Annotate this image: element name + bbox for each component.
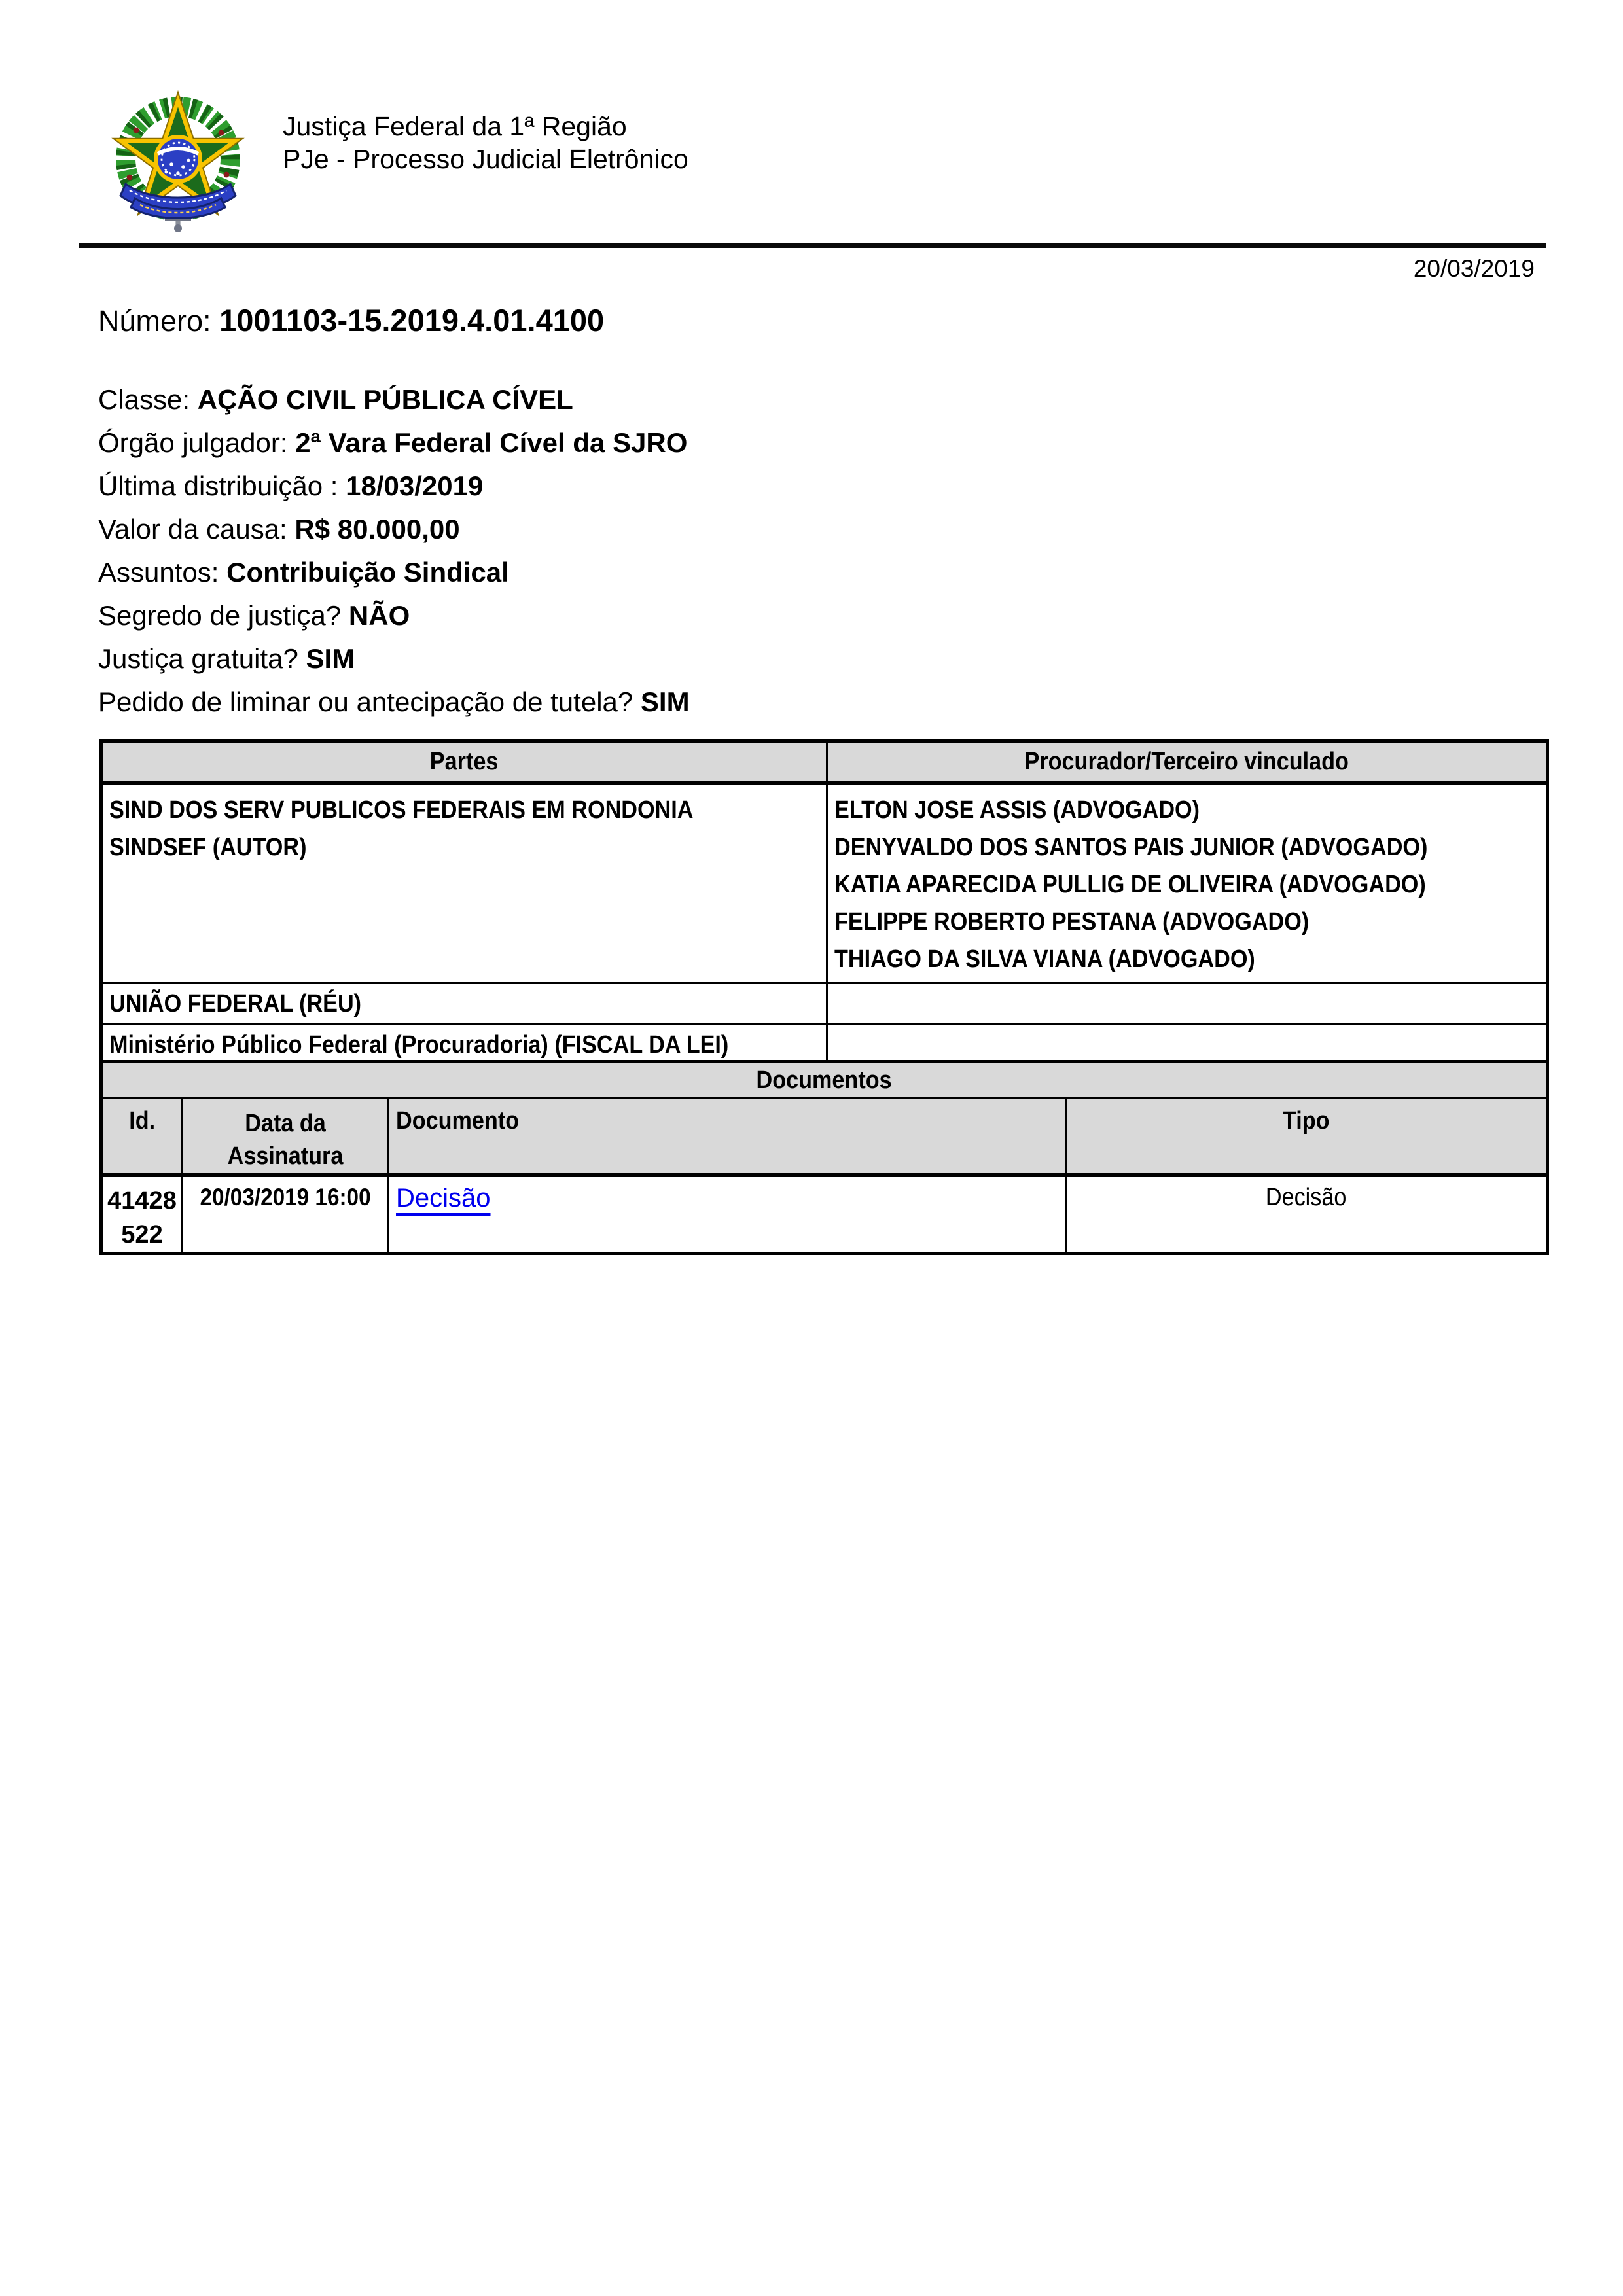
fiscal-name: Ministério Público Federal (Procuradoria) (FISCAL DA LEI) xyxy=(109,1031,729,1059)
advogado-name: KATIA APARECIDA PULLIG DE OLIVEIRA (ADVOGADO) xyxy=(834,871,1426,898)
detail-value: SIM xyxy=(306,643,355,674)
partes-column-header-label: Partes xyxy=(430,747,499,775)
advogado-name: ELTON JOSE ASSIS (ADVOGADO) xyxy=(834,796,1200,824)
detail-value: 2ª Vara Federal Cível da SJRO xyxy=(295,427,688,458)
advogado-name: THIAGO DA SILVA VIANA (ADVOGADO) xyxy=(834,945,1255,973)
detail-value: R$ 80.000,00 xyxy=(294,514,460,544)
detail-valor-causa xyxy=(98,508,690,551)
documento-column-header-label: Documento xyxy=(396,1107,520,1135)
documento-tipo-cell xyxy=(1066,1175,1548,1254)
detail-ultima-distribuicao xyxy=(98,465,690,508)
partes-row-reu xyxy=(101,983,1548,1025)
detail-label: Órgão julgador: xyxy=(98,427,296,458)
documentos-title-cell xyxy=(101,1062,1548,1099)
detail-label: Assuntos: xyxy=(98,557,227,588)
detail-label: Valor da causa: xyxy=(98,514,295,544)
header-divider xyxy=(79,243,1546,248)
documento-link-cell xyxy=(389,1175,1066,1254)
detail-label: Última distribuição : xyxy=(98,470,346,501)
case-number-line xyxy=(98,302,604,338)
documento-row xyxy=(101,1175,1548,1254)
detail-value: 18/03/2019 xyxy=(346,470,484,501)
detail-label: Justiça gratuita? xyxy=(98,643,306,674)
reu-name: UNIÃO FEDERAL (RÉU) xyxy=(109,989,362,1017)
detail-label: Segredo de justiça? xyxy=(98,600,349,631)
advogado-name: DENYVALDO DOS SANTOS PAIS JUNIOR (ADVOGADO) xyxy=(834,834,1428,861)
documento-link[interactable]: Decisão xyxy=(396,1184,491,1212)
autor-name-line1: SIND DOS SERV PUBLICOS FEDERAIS EM RONDONIA xyxy=(109,796,694,824)
documentos-table xyxy=(99,1060,1549,1255)
detail-value: AÇÃO CIVIL PÚBLICA CÍVEL xyxy=(197,384,573,415)
autor-name-line2: SINDSEF (AUTOR) xyxy=(109,834,307,861)
reu-procurador-cell-empty xyxy=(827,983,1548,1025)
advogado-name: FELIPPE ROBERTO PESTANA (ADVOGADO) xyxy=(834,908,1310,936)
procurador-column-header-label: Procurador/Terceiro vinculado xyxy=(1024,747,1349,775)
detail-value: SIM xyxy=(640,686,690,717)
partes-row-autor xyxy=(101,783,1548,983)
data-assinatura-column-header-label: Data da Assinatura xyxy=(227,1110,344,1170)
detail-orgao-julgador xyxy=(98,421,690,465)
coat-of-arms-icon xyxy=(103,90,253,238)
advogados-cell xyxy=(827,783,1548,983)
id-column-header xyxy=(101,1099,183,1175)
reu-cell xyxy=(101,983,827,1025)
documentos-title-row xyxy=(101,1062,1548,1099)
data-assinatura-column-header xyxy=(183,1099,389,1175)
case-number-label: Número: xyxy=(98,304,220,338)
id-column-header-label: Id. xyxy=(129,1107,155,1135)
documento-data-value: 20/03/2019 16:00 xyxy=(200,1184,371,1210)
partes-header-row xyxy=(101,741,1548,783)
detail-justica-gratuita xyxy=(98,637,690,680)
partes-column-header xyxy=(101,741,827,783)
header-title xyxy=(283,110,688,175)
documentos-header-row xyxy=(101,1099,1548,1175)
autor-cell xyxy=(101,783,827,983)
documentos-title-label: Documentos xyxy=(756,1066,893,1094)
procurador-column-header xyxy=(827,741,1548,783)
case-details xyxy=(98,378,690,724)
partes-table xyxy=(99,739,1549,1068)
case-number-value: 1001103-15.2019.4.01.4100 xyxy=(219,303,605,338)
detail-value: Contribuição Sindical xyxy=(226,557,509,588)
tipo-column-header-label: Tipo xyxy=(1283,1107,1330,1135)
header-title-line1: Justiça Federal da 1ª Região xyxy=(283,111,627,141)
documento-column-header xyxy=(389,1099,1066,1175)
detail-assuntos xyxy=(98,551,690,594)
tipo-column-header xyxy=(1066,1099,1548,1175)
document-date: 20/03/2019 xyxy=(1413,255,1535,282)
brazil-coat-of-arms-logo xyxy=(103,90,253,238)
detail-label: Classe: xyxy=(98,384,198,415)
detail-pedido-liminar xyxy=(98,680,690,724)
detail-value: NÃO xyxy=(348,600,410,631)
header-title-line2: PJe - Processo Judicial Eletrônico xyxy=(283,144,688,174)
detail-segredo-justica xyxy=(98,594,690,637)
detail-classe xyxy=(98,378,690,421)
detail-label: Pedido de liminar ou antecipação de tutela? xyxy=(98,686,641,717)
documento-id-cell: 41428522 xyxy=(101,1175,183,1254)
documento-tipo-value: Decisão xyxy=(1266,1184,1347,1211)
documento-data-cell xyxy=(183,1175,389,1254)
